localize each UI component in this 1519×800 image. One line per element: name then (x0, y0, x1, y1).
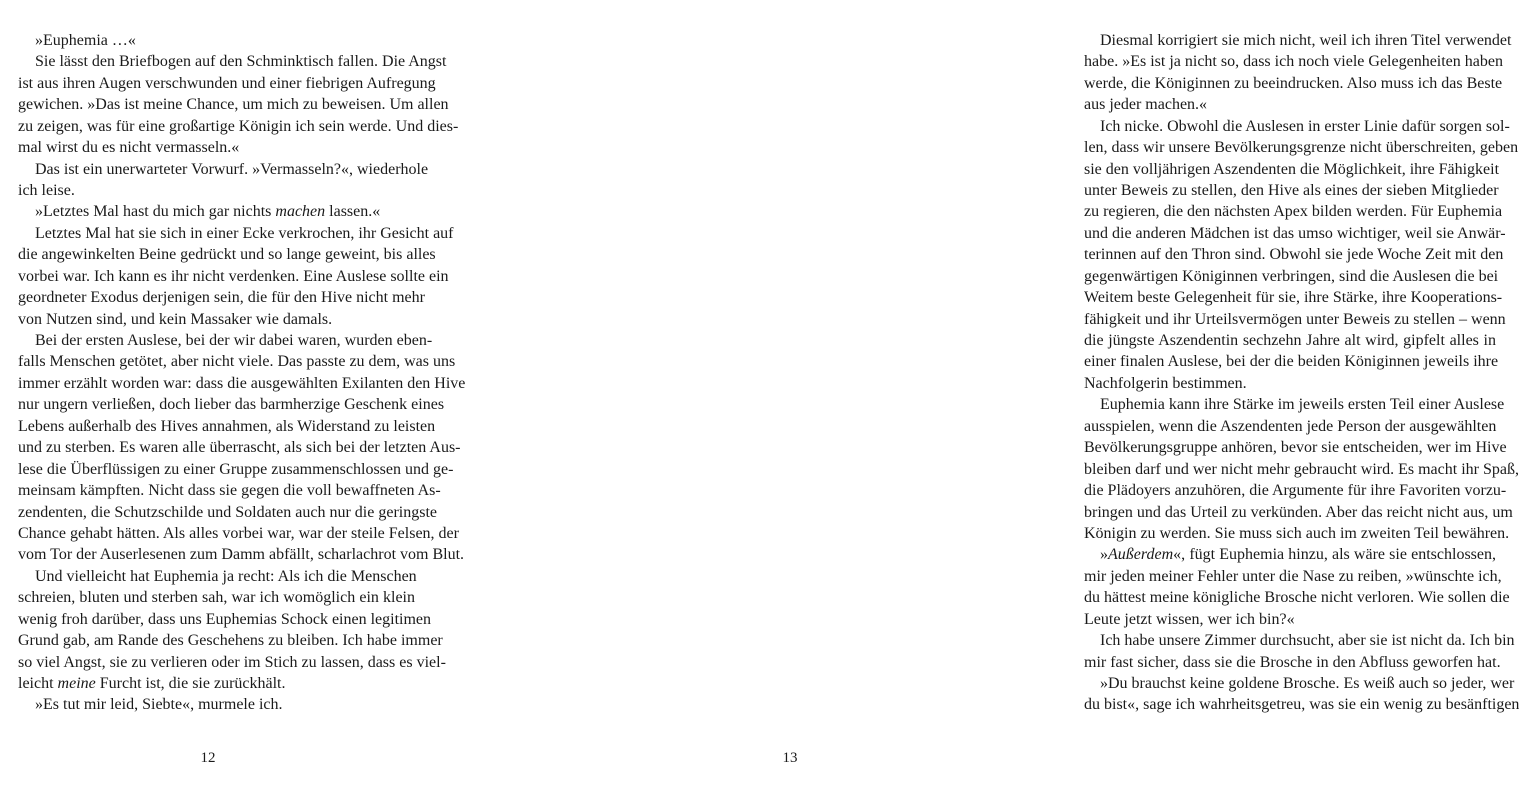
text-line (18, 117, 459, 137)
text-run: Bevölkerungsgruppe anhören, bevor sie entscheiden, wer im Hive (1084, 439, 1507, 457)
text-run: habe. »Es ist ja nicht so, dass ich noch viele Gelegenheiten haben (1084, 53, 1503, 71)
text-line (1100, 31, 1512, 51)
text-run: die jüngste Aszendentin sechzehn Jahre alt wird, gipfelt alles in (1084, 332, 1496, 349)
text-line (35, 331, 433, 351)
text-run: Bei der ersten Auslese, bei der wir dabei waren, wurden eben- (35, 332, 433, 349)
text-line (18, 95, 449, 115)
text-run: Ich habe unsere Zimmer durchsucht, aber sie ist nicht da. Ich bin (1100, 632, 1515, 649)
text-line (1100, 631, 1515, 651)
text-run: du hättest meine königliche Brosche nicht verloren. Wie sollen die (1084, 589, 1510, 607)
text-run: zu zeigen, was für eine großartige Königin ich sein werde. Und dies- (18, 117, 459, 135)
text-run: Letztes Mal hat sie sich in einer Ecke verkrochen, ihr Gesicht auf (35, 224, 454, 242)
right-page (500, 0, 1519, 800)
text-line (1084, 160, 1500, 180)
text-line (1084, 460, 1519, 480)
text-run: und zu sterben. Es waren alle überrascht, als sich bei der letzten Aus- (18, 439, 461, 457)
text-run: gegenwärtigen Königinnen verbringen, sind die Auslesen die bei (1084, 267, 1499, 285)
text-run: mal wirst du es nicht vermasseln.« (18, 139, 240, 157)
text-run: vorbei war. Ich kann es ihr nicht verdenken. Eine Auslese sollte ein (18, 267, 449, 285)
text-line (1084, 610, 1496, 630)
text-run: die angewinkelten Beine gedrückt und so lange geweint, bis alles (18, 246, 436, 264)
text-run: » (1100, 546, 1108, 564)
text-line (35, 567, 415, 587)
text-run: Weitem beste Gelegenheit für sie, ihre Stärke, ihre Kooperations- (1084, 289, 1503, 307)
italic-run: meine (57, 674, 96, 692)
text-run: aus jeder machen.« (1084, 96, 1208, 114)
text-run: «, fügt Euphemia hinzu, als wäre sie entschlossen, (1173, 546, 1496, 564)
text-run: terinnen auf den Thron sind. Obwohl sie jede Woche Zeit mit den (1084, 246, 1504, 264)
text-run: einer finalen Auslese, bei der die beiden Königinnen jeweils ihre (1084, 353, 1499, 371)
text-run: Und vielleicht hat Euphemia ja recht: Als ich die Menschen (35, 567, 417, 585)
text-run: geordneter Exodus derjenigen sein, die für den Hive nicht mehr (18, 289, 425, 307)
text-line (18, 610, 432, 630)
text-run: »Letztes Mal hast du mich gar nichts (35, 203, 276, 221)
text-line (1084, 181, 1499, 201)
text-line (1100, 545, 1496, 565)
text-line (35, 160, 429, 180)
text-line (1084, 352, 1499, 372)
text-line (18, 417, 436, 437)
text-line (1084, 481, 1507, 501)
text-line (18, 653, 446, 673)
text-run: Sie lässt den Briefbogen auf den Schminktisch fallen. Die Angst (35, 53, 447, 71)
text-line (18, 374, 466, 394)
text-line (18, 74, 436, 94)
italic-run: machen (275, 203, 326, 221)
text-run: »Euphemia …« (35, 32, 136, 49)
text-run: so viel Angst, sie zu verlieren oder im Stich zu lassen, dass es viel- (18, 653, 446, 671)
text-line (1084, 138, 1519, 158)
text-run: werde, die Königinnen zu beeindrucken. Also muss ich das Beste (1084, 74, 1503, 92)
text-run: ausspielen, wenn die Aszendenten jede Person der ausgewählten (1084, 417, 1497, 435)
text-line (18, 267, 449, 287)
text-line (18, 631, 443, 651)
left-page (0, 0, 500, 800)
text-line (1084, 417, 1496, 437)
text-line (1100, 674, 1515, 694)
text-run: immer erzählt worden war: dass die ausgewählten Exilanten den Hive (18, 374, 466, 392)
text-run: sie den volljährigen Aszendenten die Möglichkeit, ihre Fähigkeit (1084, 160, 1500, 178)
text-line (1084, 374, 1496, 394)
italic-run: Außerdem (1108, 546, 1174, 564)
text-run: fähigkeit und ihr Urteilsvermögen unter Beweis zu stellen – wenn (1084, 310, 1506, 328)
text-line (1084, 588, 1510, 608)
text-run: du bist«, sage ich wahrheitsgetreu, was sie ein wenig zu besänftigen (1084, 696, 1519, 714)
text-run: Ich nicke. Obwohl die Auslesen in erster Linie dafür sorgen sol- (1100, 117, 1510, 135)
text-line (1084, 653, 1501, 673)
text-line (1084, 438, 1507, 458)
text-run: bleiben darf und wer nicht mehr gebraucht wird. Es macht ihr Spaß, (1084, 460, 1519, 478)
text-run: len, dass wir unsere Bevölkerungsgrenze nicht überschreiten, geben (1084, 139, 1519, 157)
text-run: zu regieren, die den nächsten Apex bilden werden. Für Euphemia (1084, 203, 1503, 221)
text-line (35, 224, 454, 244)
text-run: Das ist ein unerwarteter Vorwurf. »Vermasseln?«, wiederhole (35, 160, 429, 178)
text-run: gewichen. »Das ist meine Chance, um mich zu beweisen. Um allen (18, 96, 449, 114)
text-run: Grund gab, am Rande des Geschehens zu bleiben. Ich habe immer (18, 632, 443, 649)
text-run: Euphemia kann ihre Stärke im jeweils ersten Teil einer Auslese (1100, 396, 1505, 414)
text-run: die Plädoyers anzuhören, die Argumente für ihre Favoriten vorzu- (1084, 482, 1507, 499)
text-line (18, 288, 425, 308)
text-run: Lebens außerhalb des Hives annahmen, als Widerstand zu leisten (18, 417, 436, 435)
text-line (1084, 202, 1503, 222)
text-line (35, 31, 415, 51)
text-run: Nachfolgerin bestimmen. (1084, 374, 1247, 392)
text-run: »Es tut mir leid, Siebte«, murmele ich. (35, 696, 283, 714)
text-run: lese die Überflüssigen zu einer Gruppe zusammenschlossen und ge- (18, 460, 454, 478)
text-line (18, 460, 454, 480)
text-line (1084, 331, 1496, 351)
text-line (1084, 267, 1499, 287)
text-run: Furcht ist, die sie zurückhält. (95, 674, 286, 692)
text-line (1100, 117, 1510, 137)
text-line (18, 310, 415, 330)
text-line (1084, 52, 1503, 72)
text-line (18, 588, 415, 608)
text-line (18, 674, 415, 694)
text-line (18, 138, 415, 158)
text-run: unter Beweis zu stellen, den Hive als eines der sieben Mitglieder (1084, 182, 1499, 199)
text-line (35, 202, 415, 222)
text-run: meinsam kämpften. Nicht dass sie gegen die voll bewaffneten As- (18, 482, 441, 499)
text-line (1084, 503, 1513, 523)
text-line (1084, 310, 1506, 330)
text-run: lassen.« (325, 203, 381, 221)
text-run: bringen und das Urteil zu verkünden. Aber das reicht nicht aus, um (1084, 503, 1513, 521)
text-run: »Du brauchst keine goldene Brosche. Es weiß auch so jeder, wer (1100, 674, 1515, 692)
text-line (18, 245, 436, 265)
text-line (1084, 224, 1506, 244)
text-line (1084, 74, 1503, 94)
text-run: falls Menschen getötet, aber nicht viele. Das passte zu dem, was uns (18, 353, 456, 371)
text-run: Leute jetzt wissen, wer ich bin?« (1084, 610, 1295, 628)
text-line (18, 181, 415, 201)
text-line (1084, 245, 1504, 265)
text-line (18, 524, 459, 544)
text-line (18, 503, 437, 523)
text-run: Königin zu werden. Sie muss sich auch im zweiten Teil bewähren. (1084, 524, 1510, 542)
text-line (1084, 288, 1503, 308)
text-line (1084, 567, 1502, 587)
text-line (1084, 695, 1519, 715)
text-line (18, 352, 456, 372)
text-run: leicht (18, 674, 58, 692)
text-line (1084, 524, 1510, 544)
page-number-left: 12 (200, 750, 216, 766)
text-run: Chance gehabt hätten. Als alles vorbei war, war der steile Felsen, der (18, 524, 459, 542)
text-line (18, 481, 441, 501)
text-line (35, 52, 447, 72)
text-line (1084, 95, 1496, 115)
text-line (35, 695, 415, 715)
text-run: zendenten, die Schutzschilde und Soldaten auch nur die geringste (18, 503, 437, 521)
text-run: ist aus ihren Augen verschwunden und einer fiebrigen Aufregung (18, 74, 436, 92)
text-run: ich leise. (18, 182, 75, 199)
text-run: vom Tor der Auserlesenen zum Damm abfällt, scharlachrot vom Blut. (18, 546, 465, 564)
text-run: mir jeden meiner Fehler unter die Nase zu reiben, »wünschte ich, (1084, 567, 1502, 585)
text-run: von Nutzen sind, und kein Massaker wie damals. (18, 310, 333, 328)
text-line (18, 438, 461, 458)
text-run: und die anderen Mädchen ist das umso wichtiger, weil sie Anwär- (1084, 224, 1506, 242)
page-number-right: 13 (782, 750, 798, 766)
text-run: wenig froh darüber, dass uns Euphemias Schock einen legitimen (18, 610, 432, 628)
text-run: nur ungern verließen, doch lieber das barmherzige Geschenk eines (18, 396, 445, 414)
text-line (18, 545, 465, 565)
text-run: schreien, bluten und sterben sah, war ich womöglich ein klein (18, 589, 415, 607)
text-line (18, 395, 445, 415)
text-run: Diesmal korrigiert sie mich nicht, weil ich ihren Titel verwendet (1100, 32, 1512, 49)
text-line (1100, 395, 1505, 415)
text-run: mir fast sicher, dass sie die Brosche in den Abfluss geworfen hat. (1084, 653, 1501, 671)
